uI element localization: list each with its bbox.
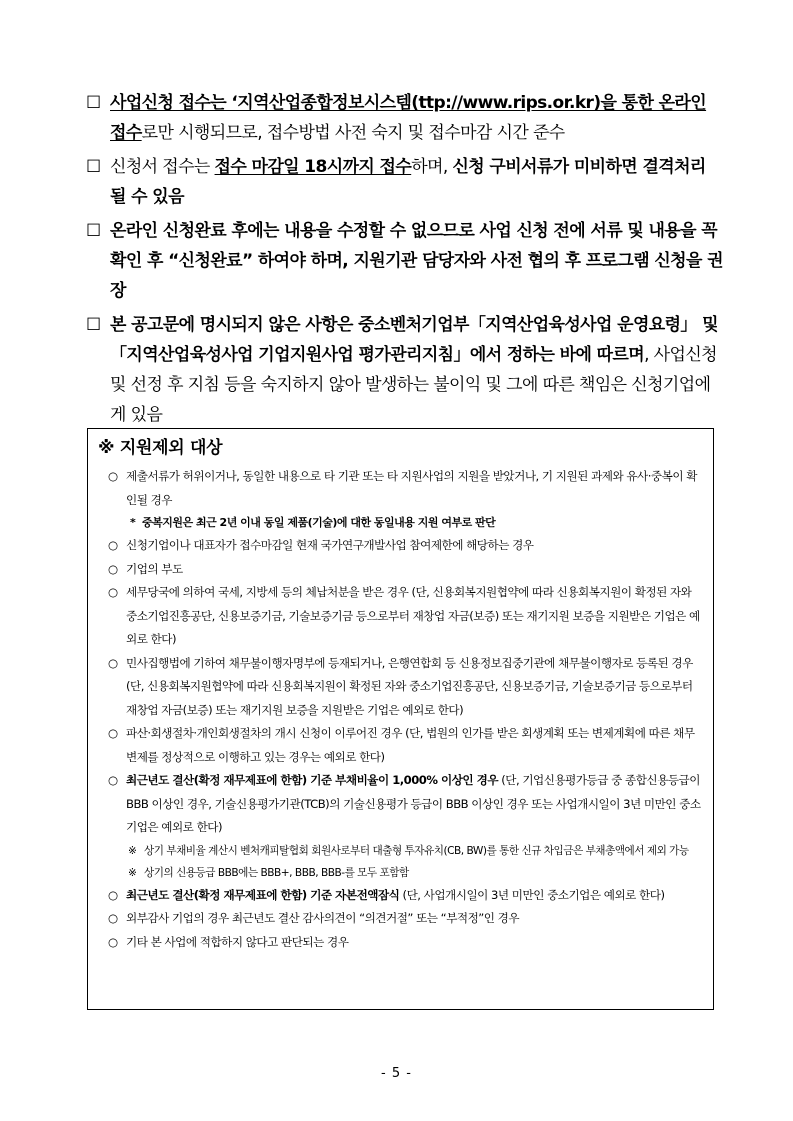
exclusion-item [98, 558, 703, 582]
notice-text-bold: 온라인 신청완료 후에는 내용을 수정할 수 없으므로 사업 신청 전에 서류 및 내용을 꼭 확인 후 “신청완료” 하여야 하며, 지원기관 담당자와 사전 협의 후 프로그램 신청을 권장 [110, 221, 723, 301]
exclusion-note [98, 840, 703, 862]
exclusion-item [98, 465, 703, 512]
notice-text-bold: 신청 구비서류가 미비하면 결격처리 될 수 있음 [110, 157, 706, 207]
exclusion-title: ※ 지원제외 대상 [98, 438, 223, 458]
checkbox-square-icon: ☐ [86, 157, 101, 177]
exclusion-item-text: 신청기업이나 대표자가 접수마감일 현재 국가연구개발사업 참여제한에 해당하는 경우 [126, 538, 534, 552]
exclusion-item-text-bold: 최근년도 결산(확정 재무제표에 한함) 기준 부채비율이 1,000% 이상인 경우 [126, 773, 499, 787]
exclusion-item-text: 파산·회생절차·개인회생절차의 개시 신청이 이루어진 경우 (단, 법원의 인가를 받은 회생계획 또는 변제계획에 따른 채무변제를 정상적으로 이행하고 있는 경우는 예외로 한다) [126, 726, 695, 764]
circle-bullet-icon: ○ [108, 887, 118, 902]
exclusion-item-text-bold: 최근년도 결산(확정 재무제표에 한함) 기준 자본전액잠식 [126, 887, 400, 902]
exclusion-item-text: (단, 기업신용평가등급 중 종합신용등급이 BBB 이상인 경우, 기술신용평가기관(TCB)의 기술신용평가 등급이 BBB 이상인 경우 또는 사업개시일이 3년 미만인 중소기업은 예외로 한다) [126, 773, 701, 834]
circle-bullet-icon: ○ [108, 773, 118, 787]
circle-bullet-icon: ○ [108, 469, 118, 483]
exclusion-item [98, 884, 703, 908]
exclusion-item [98, 652, 703, 723]
notice-text-bold: 본 공고문에 명시되지 않은 사항은 중소벤처기업부「지역산업육성사업 운영요령」 및「지역산업육성사업 기업지원사업 평가관리지침」에서 정하는 바에 따르며 [110, 315, 718, 365]
exclusion-note-text: 상기 부채비율 계산시 벤처캐피탈협회 회원사로부터 대출형 투자유치(CB, BW)를 통한 신규 차입금은 부채총액에서 제외 가능 [144, 844, 689, 857]
exclusion-item [98, 722, 703, 769]
notice-deadline [86, 152, 726, 212]
checkbox-square-icon: ☐ [86, 315, 101, 335]
exclusion-item-text: 기타 본 사업에 적합하지 않다고 판단되는 경우 [126, 934, 349, 949]
circle-bullet-icon: ○ [108, 726, 118, 740]
page-number: - 5 - [381, 1066, 412, 1081]
exclusion-item [98, 907, 703, 931]
circle-bullet-icon: ○ [108, 538, 118, 552]
exclusion-item [98, 534, 703, 558]
notice-text: 신청서 접수는 [110, 157, 215, 177]
circle-bullet-icon: ○ [108, 911, 118, 925]
notice-text: 하며, [411, 157, 453, 177]
reference-mark-icon: ※ [128, 866, 137, 879]
exclusion-item [98, 769, 703, 840]
exclusion-note [98, 862, 703, 884]
asterisk-icon: * [130, 516, 136, 529]
reference-mark-icon: ※ [128, 844, 137, 857]
notice-no-modification [86, 216, 726, 306]
exclusion-note-text: 상기의 신용등급 BBB에는 BBB+, BBB, BBB-를 모두 포함함 [144, 866, 409, 879]
circle-bullet-icon: ○ [108, 655, 118, 670]
checkbox-square-icon: ☐ [86, 221, 101, 241]
exclusion-item-text: 민사집행법에 기하여 채무불이행자명부에 등재되거나, 은행연합회 등 신용정보집중기관에 채무불이행자로 등록된 경우 (단, 신용회복지원협약에 따라 신용회복지원이 확정된 자와 중소기업진흥공단, 신용보증기금, 기술보증기금 등으로부터 재창업 자금(보증) 또는 재기지원 보증을 지원받은 기업은 예외로 한다) [126, 655, 693, 717]
exclusion-item-text: 외부감사 기업의 경우 최근년도 결산 감사의견이 “의견거절” 또는 “부적정”인 경우 [126, 911, 520, 925]
checkbox-square-icon: ☐ [86, 93, 101, 113]
notice-online-application [86, 88, 726, 148]
exclusion-item-text: 제출서류가 허위이거나, 동일한 내용으로 타 기관 또는 타 지원사업의 지원을 받았거나, 기 지원된 과제와 유사·중복이 확인될 경우 [126, 469, 697, 507]
exclusion-item-text: 기업의 부도 [126, 561, 183, 576]
exclusion-note-text: 중복지원은 최근 2년 이내 동일 제품(기술)에 대한 동일내용 지원 여부로 판단 [142, 516, 496, 529]
notice-list [86, 88, 726, 434]
circle-bullet-icon: ○ [108, 561, 118, 576]
notice-regulations [86, 310, 726, 430]
exclusion-box [87, 428, 714, 1010]
exclusion-list [98, 465, 703, 954]
notice-text-bold-underlined: 접수 마감일 18시까지 접수 [214, 157, 412, 177]
exclusion-note [98, 512, 703, 534]
exclusion-item [98, 931, 703, 955]
notice-text-bold-underlined: 접수 [110, 123, 142, 143]
circle-bullet-icon: ○ [108, 585, 118, 599]
notice-text: 로만 시행되므로, 접수방법 사전 숙지 및 접수마감 시간 준수 [141, 123, 565, 143]
exclusion-item [98, 581, 703, 652]
notice-text: , 사업신청 및 선정 후 지침 등을 숙지하지 않아 발생하는 불이익 및 그에 따른 책임은 신청기업에게 있음 [110, 345, 717, 425]
notice-text-bold-underlined: 사업신청 접수는 ‘지역산업종합정보시스템(ttp://www.rips.or.kr)을 통한 온라인 [110, 93, 707, 113]
exclusion-item-text: 세무당국에 의하여 국세, 지방세 등의 체납처분을 받은 경우 (단, 신용회복지원협약에 따라 신용회복지원이 확정된 자와 중소기업진흥공단, 신용보증기금, 기술보증기금 등으로부터 재창업 자금(보증) 또는 재기지원 보증을 지원받은 기업은 예외로 한다) [126, 585, 700, 646]
circle-bullet-icon: ○ [108, 934, 118, 949]
exclusion-item-text: (단, 사업개시일이 3년 미만인 중소기업은 예외로 한다) [399, 887, 665, 902]
